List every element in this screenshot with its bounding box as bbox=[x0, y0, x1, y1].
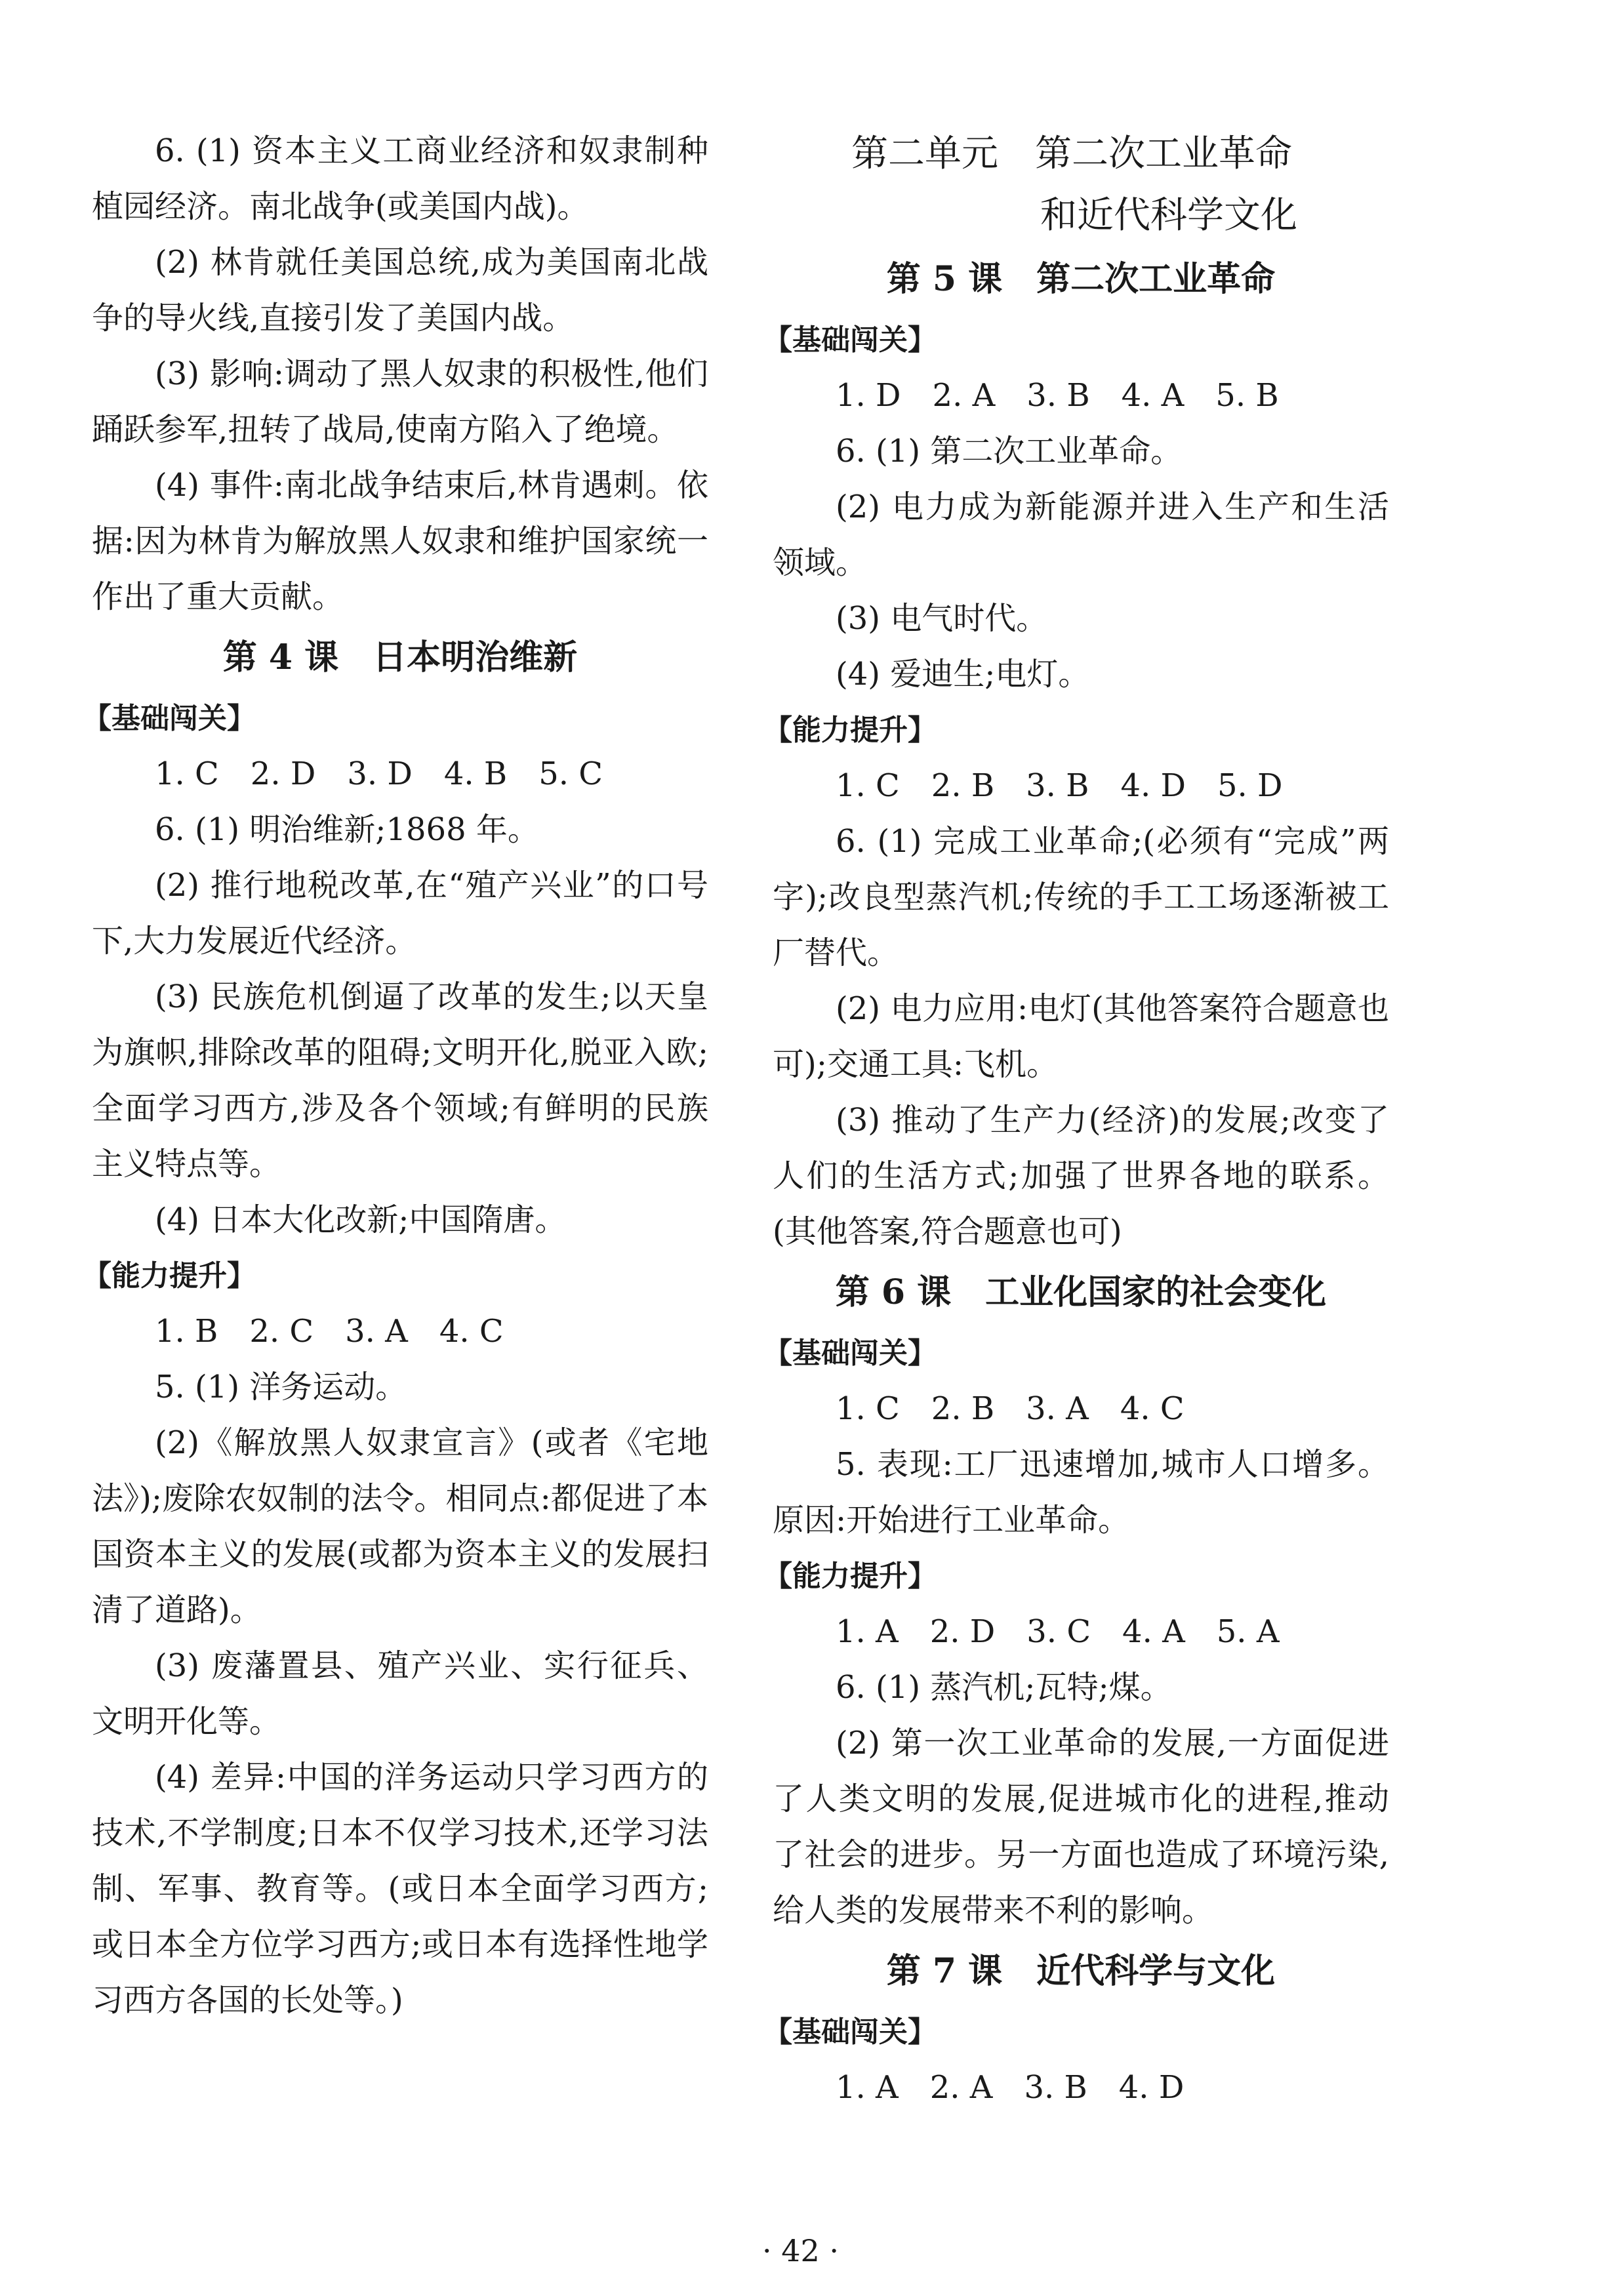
answer-line: 1. B 2. C 3. A 4. C bbox=[155, 1313, 504, 1350]
answer-paragraph: 6. (1) 完成工业革命;(必须有“完成”两字);改良型蒸汽机;传统的手工工场逐渐被工厂替代。 bbox=[773, 823, 1389, 971]
answer-line: 1. A 2. A 3. B 4. D bbox=[836, 2069, 1185, 2106]
right-column bbox=[763, 123, 1389, 2116]
answer-paragraph: 6. (1) 资本主义工商业经济和奴隶制种植园经济。南北战争(或美国内战)。 bbox=[92, 132, 708, 225]
answer-paragraph: (2)《解放黑人奴隶宣言》(或者《宅地法》);废除农奴制的法令。相同点:都促进了本国资本主义的发展(或都为资本主义的发展扫清了道路)。 bbox=[92, 1424, 708, 1628]
answer-line: 1. A 2. D 3. C 4. A 5. A bbox=[836, 1613, 1280, 1650]
answer-line: 1. C 2. D 3. D 4. B 5. C bbox=[155, 755, 603, 792]
answer-paragraph: (4) 爱迪生;电灯。 bbox=[836, 656, 1090, 693]
answer-paragraph: (2) 推行地税改革,在“殖产兴业”的口号下,大力发展近代经济。 bbox=[92, 867, 708, 959]
section-heading-basic: 【基础闯关】 bbox=[763, 2015, 937, 2049]
lesson-7-title: 第 7 课 近代科学与文化 bbox=[886, 1951, 1276, 1991]
answer-paragraph: (3) 影响:调动了黑人奴隶的积极性,他们踊跃参军,扭转了战局,使南方陷入了绝境。 bbox=[92, 355, 708, 448]
lesson-4-title: 第 4 课 日本明治维新 bbox=[222, 637, 578, 677]
unit-subtitle: 和近代科学文化 bbox=[1040, 194, 1297, 237]
page-number: · 42 · bbox=[761, 2233, 840, 2268]
section-heading-ability: 【能力提升】 bbox=[763, 714, 937, 747]
answer-paragraph: 6. (1) 明治维新;1868 年。 bbox=[155, 811, 539, 848]
answer-paragraph: (2) 电力应用:电灯(其他答案符合题意也可);交通工具:飞机。 bbox=[773, 990, 1389, 1083]
section-heading-basic: 【基础闯关】 bbox=[763, 323, 937, 357]
answer-paragraph: (3) 电气时代。 bbox=[836, 600, 1048, 637]
answer-paragraph: (4) 日本大化改新;中国隋唐。 bbox=[155, 1201, 567, 1238]
answer-paragraph: (3) 废藩置县、殖产兴业、实行征兵、文明开化等。 bbox=[92, 1647, 708, 1740]
answer-paragraph: (2) 林肯就任美国总统,成为美国南北战争的导火线,直接引发了美国内战。 bbox=[92, 244, 708, 336]
section-heading-basic: 【基础闯关】 bbox=[763, 1337, 937, 1370]
left-column bbox=[83, 123, 708, 2028]
answer-paragraph: 6. (1) 蒸汽机;瓦特;煤。 bbox=[836, 1669, 1172, 1706]
answer-paragraph: (3) 民族危机倒逼了改革的发生;以天皇为旗帜,排除改革的阻碍;文明开化,脱亚入欧;全面学习西方,涉及各个领域;有鲜明的民族主义特点等。 bbox=[92, 978, 708, 1182]
lesson-6-title: 第 6 课 工业化国家的社会变化 bbox=[835, 1272, 1327, 1312]
answer-paragraph: (3) 推动了生产力(经济)的发展;改变了人们的生活方式;加强了世界各地的联系。(其他答案,符合题意也可) bbox=[773, 1102, 1389, 1250]
answer-paragraph: 5. 表现:工厂迅速增加,城市人口增多。原因:开始进行工业革命。 bbox=[773, 1446, 1389, 1539]
section-heading-ability: 【能力提升】 bbox=[83, 1259, 256, 1293]
section-heading-basic: 【基础闯关】 bbox=[83, 702, 256, 735]
unit-title: 第二单元 第二次工业革命 bbox=[851, 132, 1292, 175]
answer-paragraph: 6. (1) 第二次工业革命。 bbox=[836, 433, 1183, 470]
answer-paragraph: 5. (1) 洋务运动。 bbox=[155, 1369, 407, 1405]
answer-paragraph: (2) 第一次工业革命的发展,一方面促进了人类文明的发展,促进城市化的进程,推动了社会的进步。另一方面也造成了环境污染,给人类的发展带来不利的影响。 bbox=[773, 1725, 1389, 1929]
answer-paragraph: (2) 电力成为新能源并进入生产和生活领域。 bbox=[773, 489, 1389, 581]
answer-paragraph: (4) 事件:南北战争结束后,林肯遇刺。依据:因为林肯为解放黑人奴隶和维护国家统一作出了重大贡献。 bbox=[92, 467, 708, 615]
lesson-5-title: 第 5 课 第二次工业革命 bbox=[886, 259, 1276, 299]
answer-line: 1. D 2. A 3. B 4. A 5. B bbox=[836, 377, 1279, 414]
answer-line: 1. C 2. B 3. B 4. D 5. D bbox=[836, 767, 1283, 804]
answer-line: 1. C 2. B 3. A 4. C bbox=[836, 1390, 1185, 1427]
section-heading-ability: 【能力提升】 bbox=[763, 1560, 937, 1593]
answer-paragraph: (4) 差异:中国的洋务运动只学习西方的技术,不学制度;日本不仅学习技术,还学习法制、军事、教育等。(或日本全面学习西方;或日本全方位学习西方;或日本有选择性地学习西方各国的长处等。) bbox=[92, 1759, 708, 2019]
